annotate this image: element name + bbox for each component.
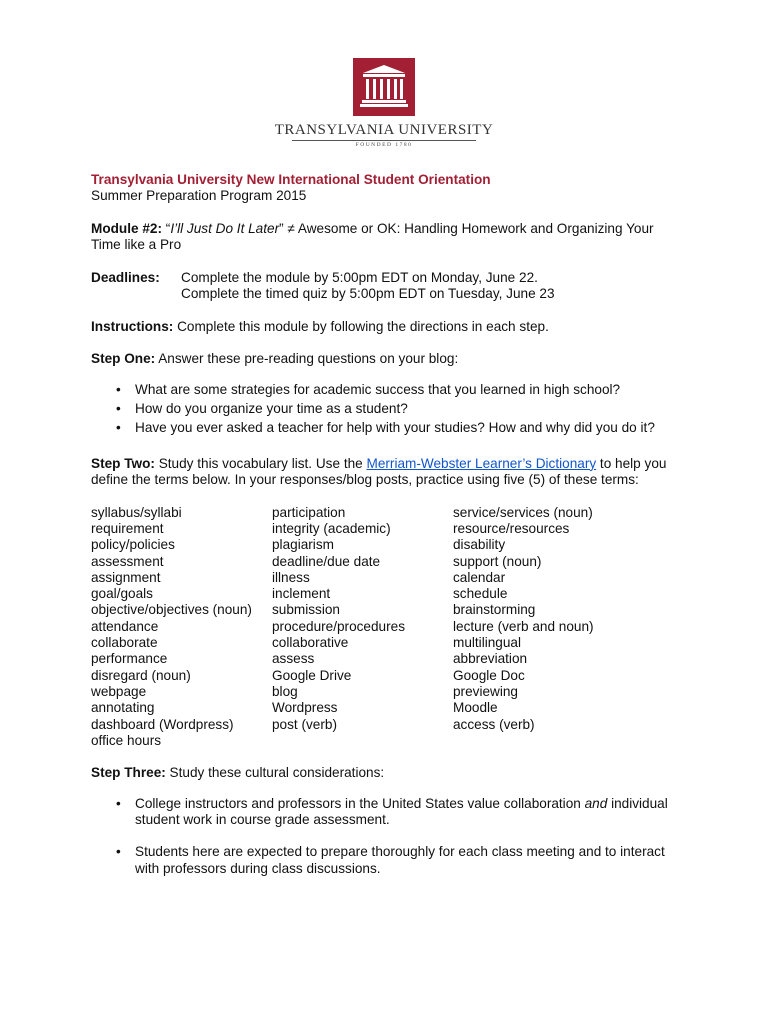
list-item: • Students here are expected to prepare thoroughly for each class meeting and to interact with professors during class discussions. — [91, 844, 681, 877]
vocab-term: syllabus/syllabi — [91, 504, 182, 520]
vocab-term: collaborative — [272, 635, 349, 651]
vocab-term: disregard (noun) — [91, 667, 191, 683]
founded-text: FOUNDED 1780 — [355, 142, 413, 148]
step-two-label: Step Two: — [91, 455, 155, 471]
step-one — [91, 351, 681, 367]
vocab-term: office hours — [91, 732, 162, 748]
step-one-questions — [91, 382, 681, 437]
step-two-text-before: Study this vocabulary list. Use the — [154, 455, 367, 471]
list-item: • How do you organize your time as a student? — [91, 401, 681, 417]
vocab-term: assess — [272, 651, 315, 667]
vocab-term: brainstorming — [453, 602, 536, 618]
vocab-term: lecture (verb and noun) — [453, 618, 594, 634]
document-subtitle: Summer Preparation Program 2015 — [91, 188, 307, 204]
vocab-term: collaborate — [91, 635, 158, 651]
vocab-term: policy/policies — [91, 537, 175, 553]
vocab-term: dashboard (Wordpress) — [91, 716, 234, 732]
vocab-term: Moodle — [453, 700, 498, 716]
item-text: College instructors and professors in the United States value collaboration — [135, 795, 585, 811]
vocab-term: objective/objectives (noun) — [91, 602, 252, 618]
vocab-term: resource/resources — [453, 520, 570, 536]
vocab-term: participation — [272, 504, 346, 520]
vocab-term: attendance — [91, 618, 159, 634]
logo-divider — [0, 140, 768, 141]
step-one-label: Step One: — [91, 351, 156, 367]
step-three-label: Step Three: — [91, 765, 166, 781]
module-label: Module #2: — [91, 220, 162, 236]
vocab-term: Wordpress — [272, 700, 338, 716]
vocab-term: blog — [272, 683, 298, 699]
step-three-text: Study these cultural considerations: — [165, 765, 385, 781]
deadlines-block — [91, 270, 681, 303]
vocab-term: calendar — [453, 569, 506, 585]
list-item — [91, 796, 681, 829]
vocab-term: plagiarism — [272, 537, 334, 553]
step-two — [91, 456, 681, 489]
vocab-column-2 — [272, 505, 453, 749]
vocab-column-1 — [91, 505, 272, 749]
document-body — [91, 172, 681, 893]
instructions-label: Instructions: — [91, 318, 174, 334]
vocab-term: procedure/procedures — [272, 618, 405, 634]
vocab-term: submission — [272, 602, 340, 618]
vocab-term: previewing — [453, 683, 518, 699]
vocab-term: integrity (academic) — [272, 520, 391, 536]
quote-close: ” — [279, 220, 284, 236]
university-logo — [0, 58, 768, 148]
quote-open: “ — [165, 220, 171, 236]
step-one-text: Answer these pre-reading questions on your blog: — [155, 351, 459, 367]
step-two-text-after: to help you define the terms below. In your responses/blog posts, practice using five (5) of these terms: — [91, 455, 667, 488]
item-text: individual student work in course grade assessment. — [135, 795, 668, 827]
vocab-column-3 — [453, 505, 634, 749]
vocab-term: requirement — [91, 520, 164, 536]
step-three — [91, 765, 681, 781]
vocab-term: deadline/due date — [272, 553, 381, 569]
dictionary-link[interactable]: Merriam-Webster Learner’s Dictionary — [366, 455, 597, 471]
vocab-term: multilingual — [453, 635, 522, 651]
vocab-term: assignment — [91, 569, 161, 585]
deadline-module: Complete the module by 5:00pm EDT on Monday, June 22. — [181, 269, 538, 285]
instructions-text: Complete this module by following the directions in each step. — [173, 318, 549, 334]
cultural-considerations — [91, 796, 681, 877]
vocab-term: goal/goals — [91, 586, 153, 602]
vocabulary-list — [91, 505, 681, 749]
university-name: TRANSYLVANIA UNIVERSITY — [274, 122, 494, 138]
vocab-term: assessment — [91, 553, 164, 569]
instructions — [91, 319, 681, 335]
vocab-term: access (verb) — [453, 716, 535, 732]
module-heading — [91, 221, 681, 254]
vocab-term: abbreviation — [453, 651, 528, 667]
vocab-term: post (verb) — [272, 716, 337, 732]
vocab-term: performance — [91, 651, 168, 667]
module-title-italic: I’ll Just Do It Later — [170, 220, 280, 236]
vocab-term: Google Drive — [272, 667, 352, 683]
vocab-term: support (noun) — [453, 553, 542, 569]
deadlines-label: Deadlines: — [91, 269, 160, 285]
module-title-rest: ≠ Awesome or OK: Handling Homework and Organizing Your Time like a Pro — [91, 220, 654, 253]
vocab-term: Google Doc — [453, 667, 525, 683]
vocab-term: service/services (noun) — [453, 504, 593, 520]
vocab-term: illness — [272, 569, 310, 585]
vocab-term: annotating — [91, 700, 155, 716]
vocab-term: inclement — [272, 586, 331, 602]
document-title: Transylvania University New International Student Orientation — [91, 172, 491, 187]
vocab-term: disability — [453, 537, 506, 553]
list-item: • What are some strategies for academic success that you learned in high school? — [91, 382, 681, 398]
vocab-term: webpage — [91, 683, 147, 699]
item-emphasis: and — [584, 795, 608, 811]
deadline-quiz: Complete the timed quiz by 5:00pm EDT on Tuesday, June 23 — [181, 286, 555, 302]
vocab-term: schedule — [453, 586, 508, 602]
list-item: • Have you ever asked a teacher for help with your studies? How and why did you do it? — [91, 420, 681, 436]
university-seal-icon — [353, 58, 415, 116]
